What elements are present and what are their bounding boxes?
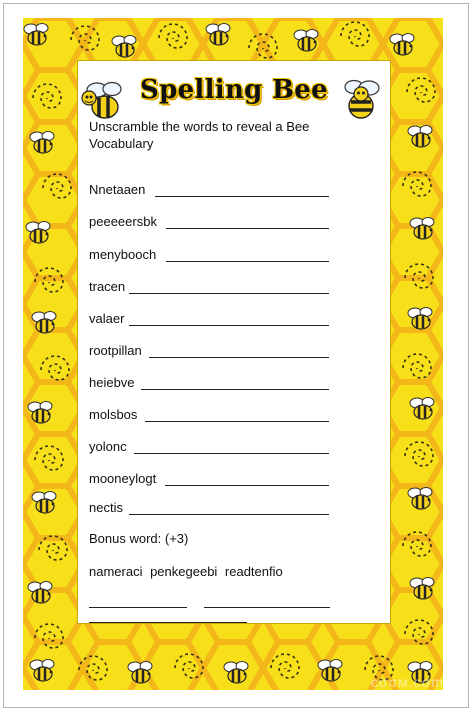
scrambled-word: mooneylogt bbox=[89, 471, 157, 486]
scramble-row bbox=[89, 375, 135, 391]
page-frame bbox=[3, 3, 469, 708]
scramble-row bbox=[89, 439, 127, 455]
scramble-row bbox=[89, 407, 137, 423]
scrambled-word: peeeeersbk bbox=[89, 214, 157, 229]
scramble-row bbox=[89, 500, 123, 516]
scramble-row bbox=[89, 247, 156, 263]
answer-line[interactable] bbox=[134, 453, 329, 454]
answer-line[interactable] bbox=[149, 357, 329, 358]
scrambled-word: nectis bbox=[89, 500, 123, 515]
answer-line[interactable] bbox=[166, 228, 329, 229]
bee-icon bbox=[336, 75, 386, 125]
scramble-row bbox=[89, 343, 142, 359]
watermark: cσσм.cσm bbox=[370, 674, 444, 690]
scramble-row bbox=[89, 182, 145, 198]
instructions: Unscramble the words to reveal a Bee Vocabulary bbox=[89, 119, 310, 151]
bonus-answer-line-3[interactable] bbox=[89, 622, 247, 623]
bonus-label: Bonus word: (+3) bbox=[89, 531, 189, 546]
answer-line[interactable] bbox=[129, 293, 329, 294]
scrambled-word: valaer bbox=[89, 311, 125, 326]
answer-line[interactable] bbox=[166, 261, 329, 262]
bonus-scrambled-words: nameraci penkegeebi readtenfio bbox=[89, 564, 283, 579]
scrambled-word: molsbos bbox=[89, 407, 138, 422]
scramble-row bbox=[89, 279, 125, 295]
answer-line[interactable] bbox=[145, 421, 329, 422]
answer-line[interactable] bbox=[155, 196, 329, 197]
worksheet-card bbox=[77, 60, 391, 624]
scramble-row bbox=[89, 311, 124, 327]
bonus-answer-line-2[interactable] bbox=[204, 607, 330, 608]
answer-line[interactable] bbox=[165, 485, 329, 486]
answer-line[interactable] bbox=[129, 514, 329, 515]
bonus-answer-line-1[interactable] bbox=[89, 607, 187, 608]
scrambled-word: tracen bbox=[89, 279, 126, 294]
answer-line[interactable] bbox=[129, 325, 329, 326]
answer-line[interactable] bbox=[141, 389, 329, 390]
scrambled-word: menybooch bbox=[89, 247, 157, 262]
scrambled-word: heiebve bbox=[89, 375, 135, 390]
scrambled-word: Nnetaaen bbox=[89, 182, 146, 197]
scramble-row bbox=[89, 471, 156, 487]
worksheet-title: Spelling Bee bbox=[140, 75, 328, 105]
scrambled-word: rootpillan bbox=[89, 343, 142, 358]
scramble-row bbox=[89, 214, 157, 230]
scrambled-word: yolonc bbox=[89, 439, 127, 454]
